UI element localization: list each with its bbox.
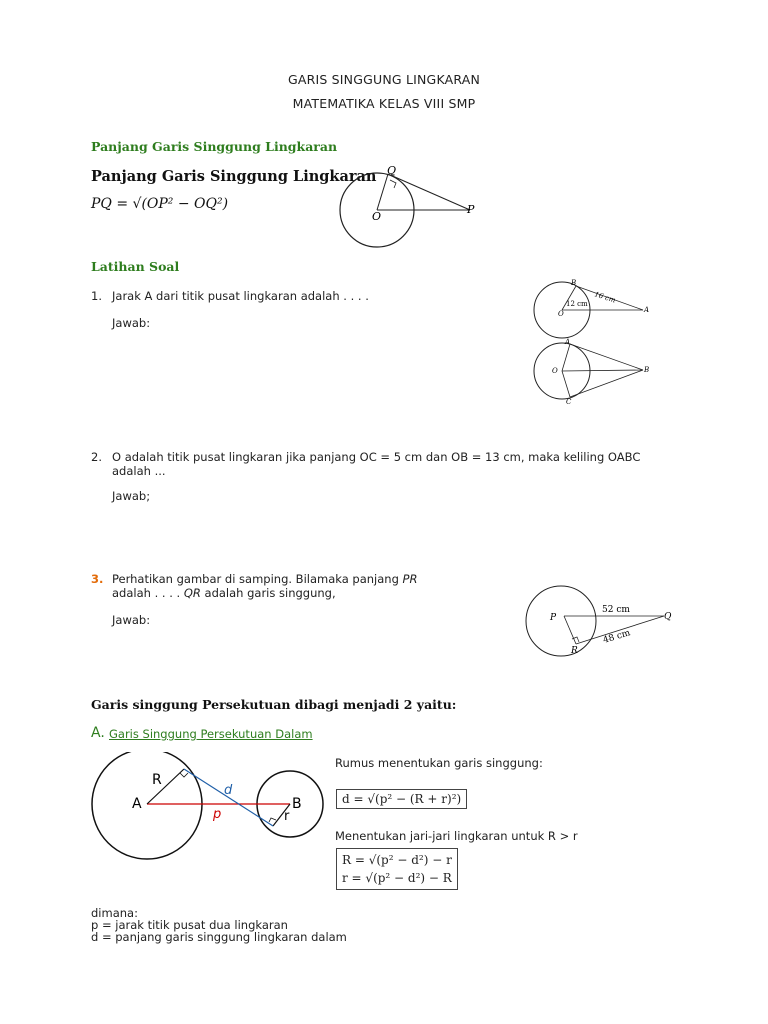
question-3-number: 3.: [91, 572, 104, 586]
fig1-label-b: B: [571, 279, 577, 287]
fig-label-a: A: [132, 796, 142, 812]
label-q: Q: [387, 164, 397, 177]
question-2-number: 2.: [91, 450, 102, 464]
exercise-figure-1: [528, 276, 658, 406]
fig2-label-c: C: [566, 398, 572, 406]
question-3-text-c: adalah garis singgung,: [200, 586, 336, 600]
fig1-label-o: O: [558, 310, 564, 318]
document-subtitle: MATEMATIKA KELAS VIII SMP: [292, 96, 476, 111]
question-3-text: [112, 572, 472, 600]
fig-label-big-r: R: [152, 772, 162, 788]
image-heading: Panjang Garis Singgung Lingkaran: [91, 168, 377, 185]
section-heading-latihan: Latihan Soal: [91, 259, 180, 274]
fig-label-small-r: r: [284, 809, 290, 824]
question-3-text-a: Perhatikan gambar di samping. Bilamaka panjang: [112, 572, 403, 586]
formula-small-r: r = √(p² − d²) − R: [342, 871, 452, 885]
document-title: GARIS SINGGUNG LINGKARAN: [287, 72, 481, 87]
formula-radius-box: [336, 848, 458, 890]
fig-label-p: p: [213, 807, 222, 822]
definition-d: d = panjang garis singgung lingkaran dalam: [91, 930, 347, 944]
label-o: O: [372, 210, 382, 223]
question-2-answer: Jawab;: [112, 489, 151, 503]
tangent-figure-1: [330, 160, 490, 250]
question-3-answer: Jawab:: [112, 613, 151, 627]
question-3-pr: PR: [402, 572, 418, 586]
fig3-label-q: Q: [664, 612, 672, 622]
fig3-label-r: R: [571, 646, 578, 656]
fig3-label-p: P: [550, 613, 557, 623]
exercise-figure-3: [522, 584, 682, 664]
question-3-text-b: adalah . . . .: [112, 586, 184, 600]
formula-big-r: R = √(p² − d²) − r: [342, 853, 452, 867]
link-persekutuan-dalam[interactable]: Garis Singgung Persekutuan Dalam: [109, 727, 313, 741]
question-3-qr: QR: [183, 586, 201, 600]
fig2-label-a: A: [565, 338, 571, 346]
section-heading-panjang: Panjang Garis Singgung Lingkaran: [91, 139, 338, 154]
fig2-label-o: O: [552, 367, 558, 375]
formula-pq: PQ = √(OP² − OQ²): [91, 196, 229, 212]
fig3-label-52cm: 52 cm: [602, 605, 630, 615]
question-1-number: 1.: [91, 289, 102, 303]
list-letter-a: A.: [91, 725, 105, 741]
fig-label-b: B: [292, 796, 302, 812]
fig2-label-b: B: [644, 366, 650, 374]
internal-tangent-figure: [90, 752, 330, 862]
fig1-label-16cm: 16 cm: [593, 290, 617, 305]
question-2-text: O adalah titik pusat lingkaran jika panjang OC = 5 cm dan OB = 13 cm, maka keliling OABC adalah ...: [112, 450, 641, 478]
question-1-answer: Jawab:: [112, 316, 151, 330]
fig3-label-48cm: 48 cm: [601, 628, 632, 646]
fig1-label-a: A: [644, 306, 650, 314]
label-p: P: [467, 203, 475, 216]
section-heading-persekutuan: Garis singgung Persekutuan dibagi menjadi 2 yaitu:: [91, 697, 457, 712]
question-1-text: Jarak A dari titik pusat lingkaran adalah . . . .: [112, 289, 369, 303]
fig-label-d: d: [224, 783, 233, 798]
dimana-label: dimana:: [91, 906, 138, 920]
fig1-label-12cm: 12 cm: [566, 300, 588, 308]
rumus-label: Rumus menentukan garis singgung:: [335, 756, 543, 770]
jari-jari-label: Menentukan jari-jari lingkaran untuk R > r: [335, 829, 578, 843]
definition-p: p = jarak titik pusat dua lingkaran: [91, 918, 288, 932]
formula-d-box: d = √(p² − (R + r)²): [336, 789, 467, 809]
